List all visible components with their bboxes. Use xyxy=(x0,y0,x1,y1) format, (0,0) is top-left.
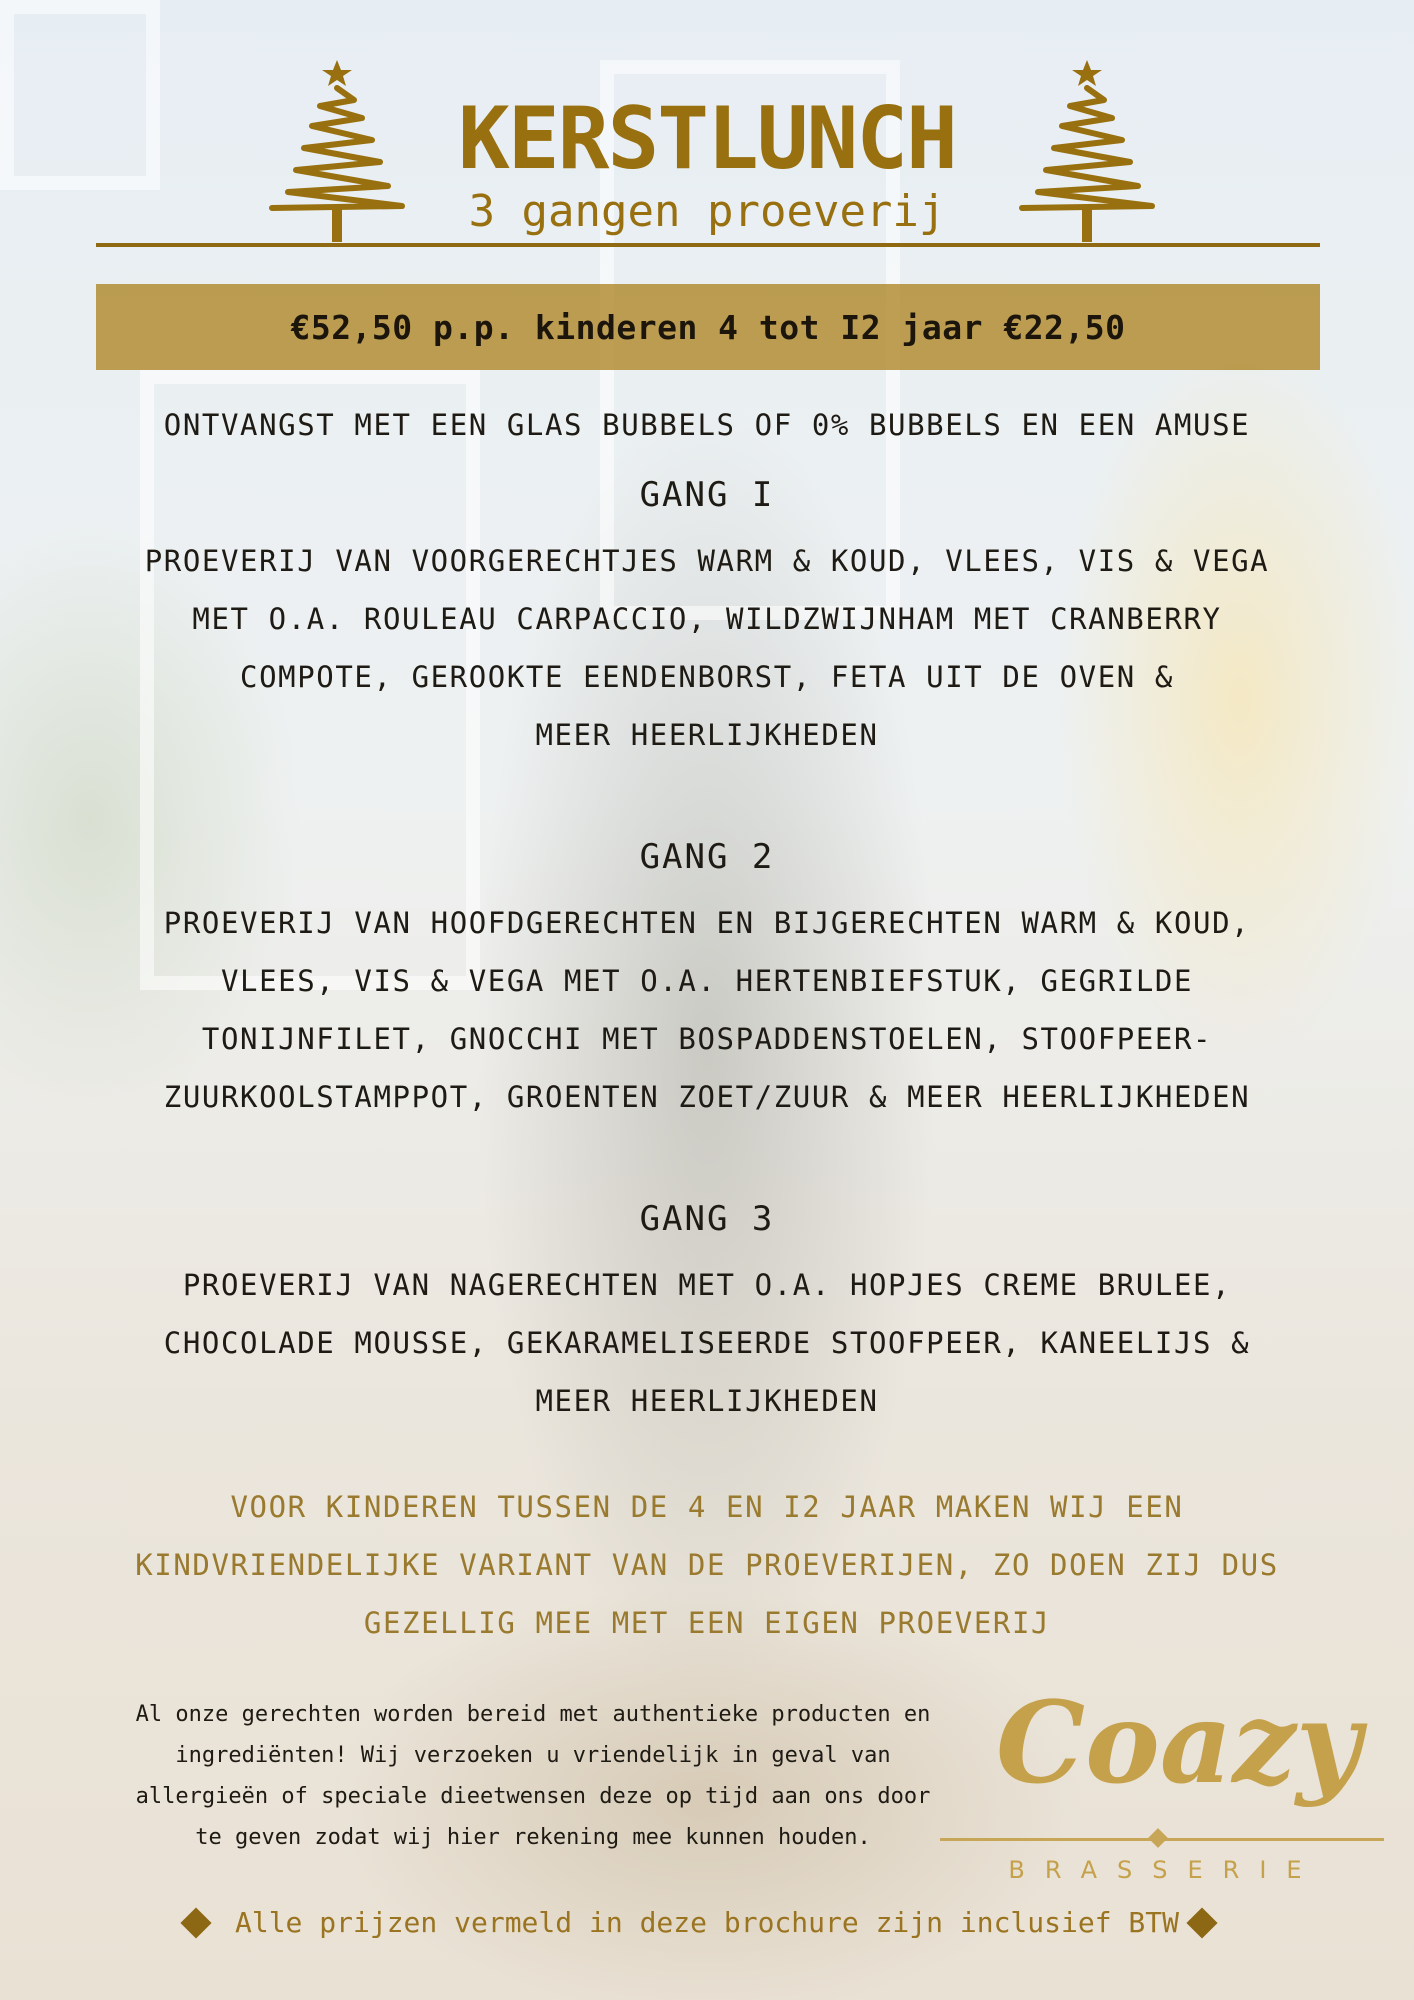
course-line: ZUURKOOLSTAMPPOT, GROENTEN ZOET/ZUUR & MEER HEERLIJKHEDEN xyxy=(163,1080,1251,1114)
notice-line: Al onze gerechten worden bereid met authentieke producten en xyxy=(135,1702,931,1727)
kids-note xyxy=(60,1478,1354,1652)
kids-note-line: VOOR KINDEREN TUSSEN DE 4 EN I2 JAAR MAKEN WIJ EEN xyxy=(230,1490,1184,1524)
course-line: PROEVERIJ VAN VOORGERECHTJES WARM & KOUD, VLEES, VIS & VEGA xyxy=(144,544,1270,578)
course-3-title: GANG 3 xyxy=(639,1199,775,1239)
course-2-description xyxy=(60,894,1354,1126)
course-3-description xyxy=(60,1256,1354,1430)
course-line: CHOCOLADE MOUSSE, GEKARAMELISEERDE STOOFPEER, KANEELIJS & xyxy=(163,1326,1251,1360)
price-text: €52,50 p.p. kinderen 4 tot I2 jaar €22,50 xyxy=(290,307,1126,347)
kids-note-line: KINDVRIENDELIJKE VARIANT VAN DE PROEVERIJEN, ZO DOEN ZIJ DUS xyxy=(135,1548,1279,1582)
course-line: PROEVERIJ VAN NAGERECHTEN MET O.A. HOPJES CREME BRULEE, xyxy=(182,1268,1232,1302)
notice-line: allergieën of speciale dieetwensen deze op tijd aan ons door xyxy=(135,1784,931,1809)
allergy-notice xyxy=(118,1694,948,1858)
footer-note: Alle prijzen vermeld in deze brochure zijn inclusief BTW xyxy=(234,1906,1179,1939)
course-line: TONIJNFILET, GNOCCHI MET BOSPADDENSTOELEN, STOOFPEER- xyxy=(201,1022,1213,1056)
brand-logo: Coazy xyxy=(996,1678,1362,1809)
page-subtitle: 3 gangen proeverij xyxy=(468,186,946,237)
course-line: PROEVERIJ VAN HOOFDGERECHTEN EN BIJGERECHTEN WARM & KOUD, xyxy=(163,906,1251,940)
page-title: KERSTLUNCH xyxy=(458,89,956,189)
brand-tagline: BRASSERIE xyxy=(1008,1856,1322,1884)
course-line: COMPOTE, GEROOKTE EENDENBORST, FETA UIT DE OVEN & xyxy=(240,660,1174,694)
course-line: MET O.A. ROULEAU CARPACCIO, WILDZWIJNHAM MET CRANBERRY xyxy=(192,602,1222,636)
reception-text: ONTVANGST MET EEN GLAS BUBBELS OF 0% BUBBELS EN EEN AMUSE xyxy=(163,408,1251,442)
title-divider xyxy=(96,243,1320,247)
price-banner xyxy=(96,284,1320,370)
notice-line: te geven zodat wij hier rekening mee kunnen houden. xyxy=(195,1825,871,1850)
logo-diamond-icon xyxy=(1148,1828,1168,1848)
course-line: MEER HEERLIJKHEDEN xyxy=(535,718,879,752)
kids-note-line: GEZELLIG MEE MET EEN EIGEN PROEVERIJ xyxy=(363,1606,1051,1640)
course-line: VLEES, VIS & VEGA MET O.A. HERTENBIEFSTUK, GEGRILDE xyxy=(220,964,1194,998)
notice-line: ingrediënten! Wij verzoeken u vriendelijk in geval van xyxy=(175,1743,891,1768)
course-2-title: GANG 2 xyxy=(639,837,775,877)
course-1-title: GANG I xyxy=(639,475,775,515)
course-line: MEER HEERLIJKHEDEN xyxy=(535,1384,879,1418)
course-1-description xyxy=(60,532,1354,764)
